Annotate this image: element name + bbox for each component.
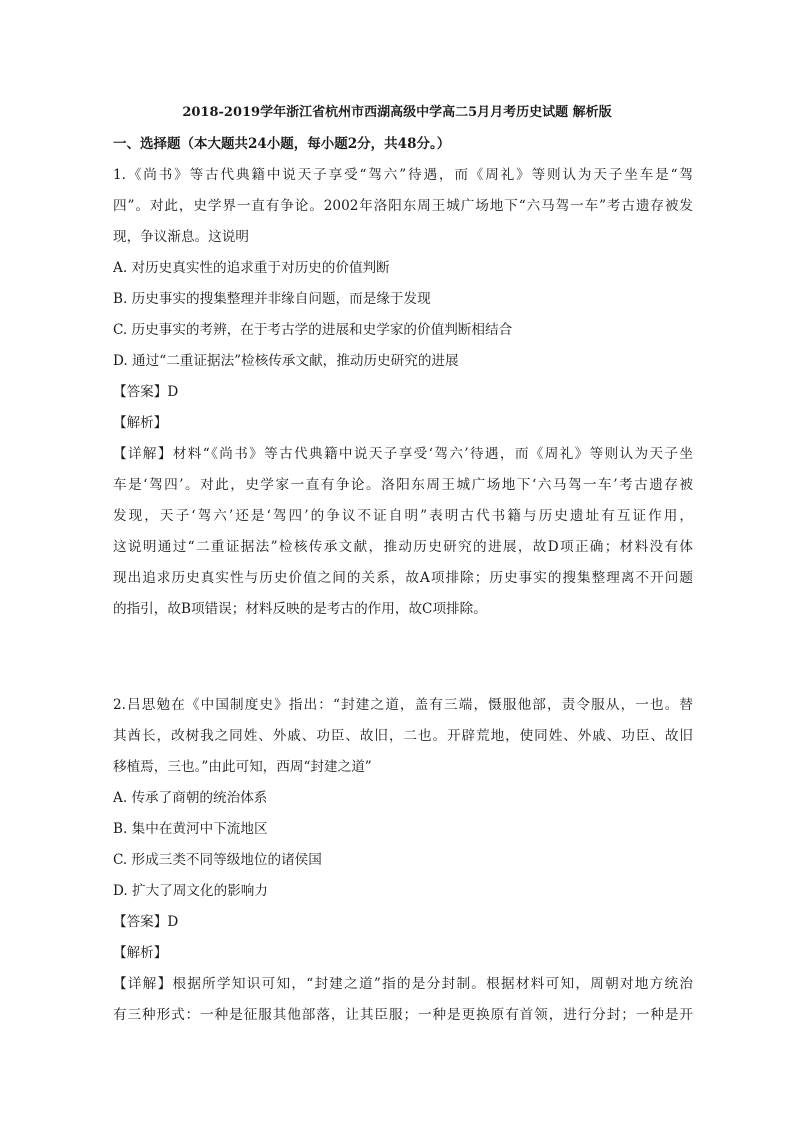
option-d: D. 通过“二重证据法”检核传承文献，推动历史研究的进展 bbox=[113, 353, 459, 369]
option-a: A. 传承了商朝的统治体系 bbox=[113, 790, 268, 806]
option-b: B. 集中在黄河中下流地区 bbox=[113, 821, 268, 837]
question-stem-line: 其酋长，改树我之同姓、外戚、功臣、故旧，二也。开辟荒地，使同姓、外戚、功臣、故旧 bbox=[113, 728, 693, 744]
question-stem-line: 四”。对此，史学界一直有争论。2002年洛阳东周王城广场地下“六马驾一车”考古遗存被发 bbox=[113, 198, 693, 214]
question-stem-line: 2.吕思勉在《中国制度史》指出：“封建之道，盖有三端，慑服他部，责令服从，一也。替 bbox=[113, 697, 693, 713]
option-b: B. 历史事实的搜集整理并非缘自问题，而是缘于发现 bbox=[113, 291, 431, 307]
section-heading: 一、选择题（本大题共24小题，每小题2分，共48分。） bbox=[113, 136, 451, 152]
question-stem-line: 现，争议渐息。这说明 bbox=[113, 229, 249, 245]
document-title: 2018-2019学年浙江省杭州市西湖高级中学高二5月月考历史试题 解析版 bbox=[182, 105, 612, 120]
detail-line: 车是‘驾四’。对此，史学家一直有争论。洛阳东周王城广场地下‘六马驾一车’考古遗存被 bbox=[113, 477, 693, 493]
option-d: D. 扩大了周文化的影响力 bbox=[113, 883, 268, 899]
question-stem-line: 1.《尚书》等古代典籍中说天子享受“驾六”待遇，而《周礼》等则认为天子坐车是“驾 bbox=[113, 167, 693, 183]
option-a: A. 对历史真实性的追求重于对历史的价值判断 bbox=[113, 260, 390, 276]
option-c: C. 形成三类不同等级地位的诸侯国 bbox=[113, 852, 322, 868]
question-1 bbox=[113, 160, 693, 625]
detail-line: 发现，天子‘驾六’还是‘驾四’的争议不证自明”表明古代书籍与历史遗址有互证作用， bbox=[113, 508, 693, 524]
answer-label: 【答案】D bbox=[113, 384, 179, 400]
detail-line: 【详解】材料“《尚书》等古代典籍中说天子享受‘驾六’待遇，而《周礼》等则认为天子坐 bbox=[113, 446, 693, 462]
detail-line: 的指引，故B项错误；材料反映的是考古的作用，故C项排除。 bbox=[113, 601, 487, 617]
question-stem-line: 移植焉，三也。”由此可知，西周“封建之道” bbox=[113, 759, 372, 775]
answer-label: 【答案】D bbox=[113, 914, 179, 930]
analysis-label: 【解析】 bbox=[113, 945, 168, 961]
detail-line: 【详解】根据所学知识可知，“封建之道”指的是分封制。根据材料可知，周朝对地方统治 bbox=[113, 976, 693, 992]
detail-line: 现出追求历史真实性与历史价值之间的关系，故A项排除；历史事实的搜集整理离不开问题 bbox=[113, 570, 693, 586]
analysis-label: 【解析】 bbox=[113, 415, 168, 431]
option-c: C. 历史事实的考辨，在于考古学的进展和史学家的价值判断相结合 bbox=[113, 322, 513, 338]
question-2 bbox=[113, 690, 693, 1031]
detail-line: 有三种形式：一种是征服其他部落，让其臣服；一种是更换原有首领，进行分封；一种是开 bbox=[113, 1007, 693, 1023]
detail-line: 这说明通过“二重证据法”检核传承文献，推动历史研究的进展，故D项正确；材料没有体 bbox=[113, 539, 693, 555]
